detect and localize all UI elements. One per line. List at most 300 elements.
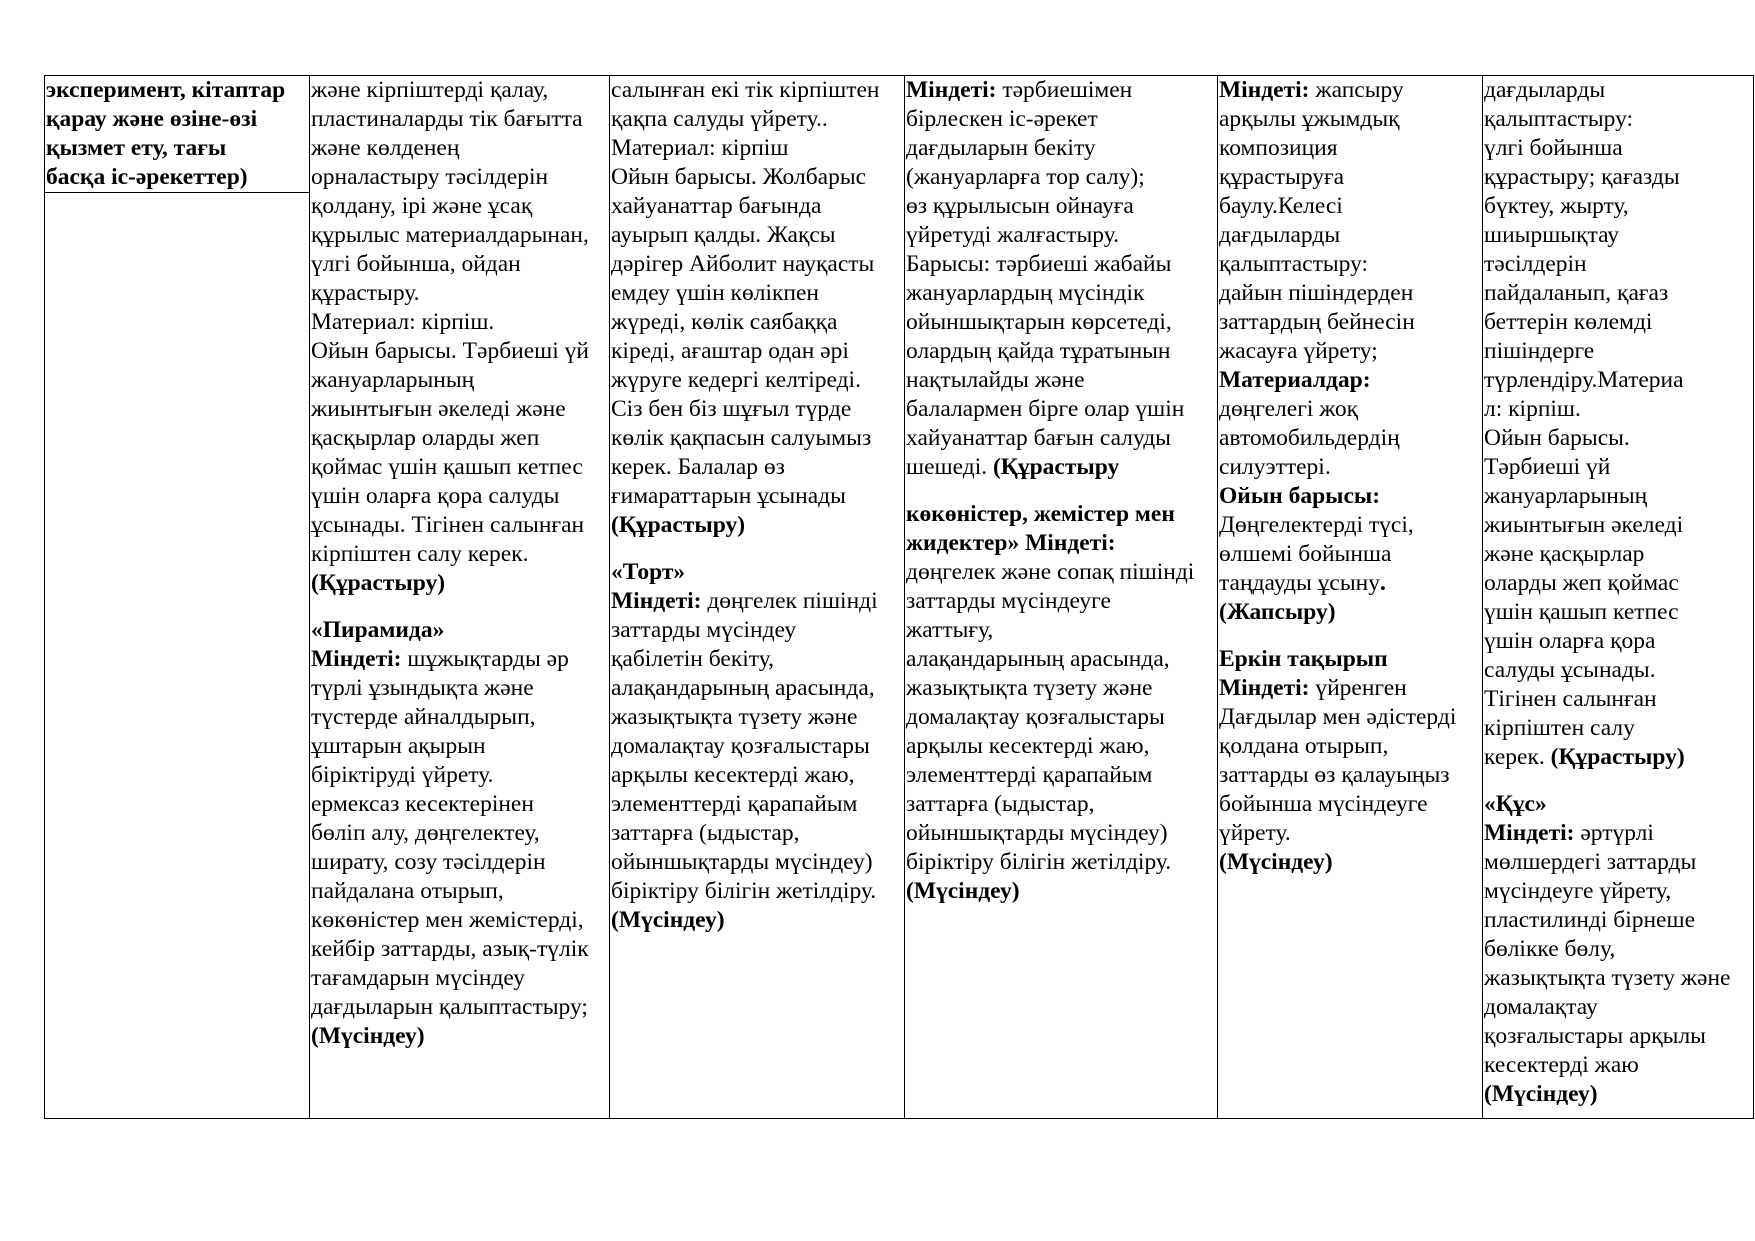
paragraph-gap — [1484, 772, 1752, 790]
text-run: Тігінен салынған — [1484, 686, 1657, 712]
table-row — [45, 76, 1754, 1119]
text-line — [611, 163, 903, 192]
text-run: заттарға (ыдыстар, — [611, 820, 800, 846]
text-line — [611, 250, 903, 279]
text-line — [611, 703, 903, 732]
text-line — [1219, 511, 1481, 540]
text-line — [906, 848, 1216, 877]
text-line — [906, 279, 1216, 308]
text-line — [906, 877, 1216, 906]
text-run: көлік қақпасын салуымыз — [611, 425, 872, 451]
text-line — [611, 645, 903, 674]
text-line — [311, 819, 608, 848]
text-run: домалақтау — [1484, 994, 1598, 1020]
text-run: ойыншықтарды мүсіндеу) — [611, 849, 873, 875]
text-line — [1484, 105, 1752, 134]
text-line — [311, 163, 608, 192]
text-run: құрылыс материалдарынан, — [311, 222, 589, 248]
text-run: заттарды өз қалауыңыз — [1219, 762, 1450, 788]
text-line — [906, 337, 1216, 366]
text-run: арқылы кесектерді жаю, — [906, 733, 1150, 759]
text-run: Тәрбиеші үй — [1484, 454, 1611, 480]
text-line — [1219, 395, 1481, 424]
text-line — [311, 964, 608, 993]
bold-text: (Мүсіндеу) — [1484, 1081, 1598, 1107]
text-line — [1484, 627, 1752, 656]
text-run: дағдыларын қалыптастыру; — [311, 994, 588, 1020]
text-run: элементтерді қарапайым — [906, 762, 1153, 788]
bold-text: Міндеті: — [1219, 77, 1310, 103]
text-run: шұжықтарды әр — [401, 646, 569, 672]
text-run: түстерде айналдырып, — [311, 704, 536, 730]
text-run: жануарларының — [1484, 483, 1648, 509]
text-line — [1484, 848, 1752, 877]
text-line — [1219, 453, 1481, 482]
text-run: Материал: кірпіш — [611, 135, 789, 161]
text-run: және қасқырлар — [1484, 541, 1645, 567]
text-line — [611, 790, 903, 819]
text-run: олардың қайда тұратынын — [906, 338, 1171, 364]
text-run: керек. — [1484, 744, 1551, 770]
text-run: автомобильдердің — [1219, 425, 1400, 451]
text-line — [611, 424, 903, 453]
text-run: заттарды мүсіндеуге — [906, 588, 1111, 614]
text-run: кірпіштен салу — [1484, 715, 1635, 741]
text-line — [311, 308, 608, 337]
text-run: қалыптастыру: — [1219, 251, 1369, 277]
text-line — [311, 279, 608, 308]
text-run: өз құрылысын ойнауға — [906, 193, 1134, 219]
text-run: құрастыру; қағазды — [1484, 164, 1680, 190]
text-run: тәрбиешімен — [996, 77, 1133, 103]
text-run: хайуанаттар бағында — [611, 193, 822, 219]
text-line — [1219, 134, 1481, 163]
text-line — [1484, 511, 1752, 540]
table-cell-day-5 — [1483, 76, 1754, 1119]
text-line — [611, 819, 903, 848]
activity-type-heading — [45, 76, 309, 193]
text-run: ойыншықтарды мүсіндеу) — [906, 820, 1168, 846]
text-run: жүруге кедергі келтіреді. — [611, 367, 861, 393]
text-run: заттарды мүсіндеу — [611, 617, 797, 643]
heading-line: басқа іс-әрекеттер) — [46, 164, 248, 190]
text-run: үлгі бойынша — [1484, 135, 1623, 161]
text-line — [1219, 703, 1481, 732]
text-line — [1484, 221, 1752, 250]
text-line — [906, 221, 1216, 250]
text-line — [1219, 761, 1481, 790]
bold-text: Міндеті: — [311, 646, 402, 672]
text-line — [906, 134, 1216, 163]
text-line — [1484, 337, 1752, 366]
text-line — [1484, 540, 1752, 569]
text-run: жаттығу, — [906, 617, 994, 643]
bold-text: . — [1379, 570, 1386, 596]
text-line — [1484, 877, 1752, 906]
text-run: шешеді. — [906, 454, 993, 480]
text-run: арқылы кесектерді жаю, — [611, 762, 855, 788]
text-run: кесектерді жаю — [1484, 1052, 1639, 1078]
text-run: ойыншықтарын көрсетеді, — [906, 309, 1172, 335]
bold-text: көкөністер, жемістер мен — [906, 501, 1175, 527]
text-line — [311, 732, 608, 761]
text-line — [611, 337, 903, 366]
text-line — [611, 906, 903, 935]
text-run: бөліп алу, дөңгелектеу, — [311, 820, 540, 846]
text-run: ермексаз кесектерінен — [311, 791, 534, 817]
bold-text: жидектер» Міндеті: — [906, 530, 1116, 556]
bold-text: Еркін тақырып — [1219, 646, 1388, 672]
text-run: жапсыру — [1309, 77, 1404, 103]
text-run: пішіндерге — [1484, 338, 1595, 364]
text-run: құрастыру. — [311, 280, 420, 306]
text-run: кірпіштен салу керек. — [311, 541, 529, 567]
text-line — [1484, 453, 1752, 482]
text-run: жүреді, көлік саябаққа — [611, 309, 838, 335]
text-run: жануарларының — [311, 367, 475, 393]
text-run: қабілетін бекіту, — [611, 646, 774, 672]
text-run: біріктіру білігін жетілдіру. — [611, 878, 877, 904]
text-line — [311, 790, 608, 819]
text-run: (жануарларға тор салу); — [906, 164, 1145, 190]
paragraph-gap — [1219, 627, 1481, 645]
text-line — [1484, 819, 1752, 848]
text-line — [311, 569, 608, 598]
text-run: Дағдылар мен әдістерді — [1219, 704, 1457, 730]
text-run: беттерін көлемді — [1484, 309, 1653, 335]
text-run: арқылы ұжымдық — [1219, 106, 1400, 132]
text-line — [611, 761, 903, 790]
text-run: жиынтығын әкеледі және — [311, 396, 566, 422]
table-cell-day-2 — [610, 76, 905, 1119]
text-line — [311, 453, 608, 482]
text-line — [1219, 424, 1481, 453]
text-run: жазықтықта түзету және — [906, 675, 1153, 701]
text-run: ширату, созу тәсілдерін — [311, 849, 546, 875]
text-run: үлгі бойынша, ойдан — [311, 251, 521, 277]
text-line — [311, 134, 608, 163]
text-line — [1484, 743, 1752, 772]
text-run: баулу.Келесі — [1219, 193, 1343, 219]
text-run: пайдалана отырып, — [311, 878, 504, 904]
text-line — [906, 424, 1216, 453]
text-line — [311, 424, 608, 453]
text-line — [311, 993, 608, 1022]
text-run: элементтерді қарапайым — [611, 791, 858, 817]
text-run: салынған екі тік кірпіштен — [611, 77, 880, 103]
text-run: Дөңгелектерді түсі, — [1219, 512, 1414, 538]
text-line — [1219, 279, 1481, 308]
text-run: түрлендіру.Материа — [1484, 367, 1684, 393]
text-run: балалармен бірге олар үшін — [906, 396, 1185, 422]
text-run: қозғалыстары арқылы — [1484, 1023, 1706, 1049]
text-line — [1219, 569, 1481, 598]
text-run: Материал: кірпіш. — [311, 309, 495, 335]
text-run: жасауға үйрету; — [1219, 338, 1378, 364]
paragraph-gap — [906, 482, 1216, 500]
text-run: оларды жеп қоймас — [1484, 570, 1679, 596]
text-run: таңдауды ұсыну — [1219, 570, 1380, 596]
text-line — [611, 366, 903, 395]
table-cell-day-4 — [1218, 76, 1483, 1119]
text-run: дағдыларды — [1219, 222, 1341, 248]
text-line — [611, 616, 903, 645]
text-line — [311, 540, 608, 569]
text-run: мөлшердегі заттарды — [1484, 849, 1697, 875]
text-run: пайдаланып, қағаз — [1484, 280, 1669, 306]
text-run: жануарлардың мүсіндік — [906, 280, 1145, 306]
text-line — [1219, 105, 1481, 134]
text-run: кейбір заттарды, азық-түлік — [311, 936, 589, 962]
bold-text: Міндеті: — [1484, 820, 1575, 846]
text-line — [1219, 163, 1481, 192]
text-line — [311, 1022, 608, 1051]
text-run: Ойын барысы. Тәрбиеші үй — [311, 338, 590, 364]
text-run: қасқырлар оларды жеп — [311, 425, 540, 451]
bold-text: (Жапсыру) — [1219, 599, 1336, 625]
text-line — [1484, 714, 1752, 743]
text-line — [906, 105, 1216, 134]
text-line — [906, 76, 1216, 105]
text-run: бөлікке бөлу, — [1484, 936, 1616, 962]
text-run: салуды ұсынады. — [1484, 657, 1656, 683]
text-line — [1219, 337, 1481, 366]
text-run: Ойын барысы. Жолбарыс — [611, 164, 867, 190]
text-run: және көлденең — [311, 135, 460, 161]
text-run: дөңгелек және сопақ пішінді — [906, 559, 1195, 585]
text-run: үйретуді жалғастыру. — [906, 222, 1119, 248]
text-line — [1484, 656, 1752, 685]
text-line — [1484, 424, 1752, 453]
text-run: біріктіру білігін жетілдіру. — [906, 849, 1172, 875]
text-line — [1484, 163, 1752, 192]
text-run: жазықтықта түзету және — [1484, 965, 1731, 991]
text-run: қолдану, ірі және ұсақ — [311, 193, 533, 219]
text-line — [311, 703, 608, 732]
text-line — [1484, 1022, 1752, 1051]
text-run: жазықтықта түзету және — [611, 704, 858, 730]
text-run: бірлескен іс-әрекет — [906, 106, 1098, 132]
text-run: тәсілдерін — [1484, 251, 1587, 277]
paragraph-gap — [311, 598, 608, 616]
text-line — [1484, 192, 1752, 221]
bold-text: (Мүсіндеу) — [311, 1023, 425, 1049]
text-line — [1219, 732, 1481, 761]
text-line — [1219, 308, 1481, 337]
text-run: өлшемі бойынша — [1219, 541, 1392, 567]
text-line — [1219, 819, 1481, 848]
text-run: бойынша мүсіндеуге — [1219, 791, 1428, 817]
text-line — [1484, 935, 1752, 964]
text-line — [1484, 395, 1752, 424]
text-run: алақандарының арасында, — [611, 675, 875, 701]
text-line — [906, 732, 1216, 761]
text-line — [1484, 964, 1752, 993]
text-run: силуэттері. — [1219, 454, 1331, 480]
bold-text: (Мүсіндеу) — [611, 907, 725, 933]
text-line — [906, 645, 1216, 674]
bold-text: (Мүсіндеу) — [906, 878, 1020, 904]
text-line — [906, 790, 1216, 819]
bold-text: (Мүсіндеу) — [1219, 849, 1333, 875]
text-run: композиция — [1219, 135, 1338, 161]
text-line — [611, 279, 903, 308]
text-line — [611, 453, 903, 482]
bold-text: Міндеті: — [1219, 675, 1310, 701]
text-run: ауырып қалды. Жақсы — [611, 222, 836, 248]
text-line — [906, 453, 1216, 482]
text-run: құрастыруға — [1219, 164, 1345, 190]
bold-text: (Құрастыру) — [1550, 744, 1685, 770]
text-line — [1484, 482, 1752, 511]
text-line — [1219, 645, 1481, 674]
text-line — [1484, 134, 1752, 163]
text-line — [611, 482, 903, 511]
text-run: Барысы: тәрбиеші жабайы — [906, 251, 1172, 277]
text-line — [311, 906, 608, 935]
text-line — [1484, 685, 1752, 714]
text-line — [1484, 366, 1752, 395]
text-line — [906, 587, 1216, 616]
text-line — [1219, 674, 1481, 703]
text-run: қоймас үшін қашып кетпес — [311, 454, 583, 480]
heading-line: қарау және өзіне-өзі — [46, 106, 258, 132]
text-run: ғимараттарын ұсынады — [611, 483, 846, 509]
text-line — [311, 616, 608, 645]
text-run: ұштарын ақырын — [311, 733, 486, 759]
text-line — [1219, 482, 1481, 511]
text-line — [906, 192, 1216, 221]
text-line — [611, 848, 903, 877]
text-line — [611, 587, 903, 616]
text-line — [1484, 1051, 1752, 1080]
text-line — [611, 395, 903, 424]
text-run: біріктіруді үйрету. — [311, 762, 494, 788]
text-line — [311, 761, 608, 790]
text-run: мүсіндеуге үйрету, — [1484, 878, 1672, 904]
text-line — [1484, 790, 1752, 819]
bold-text: «Пирамида» — [311, 617, 445, 643]
text-line — [611, 877, 903, 906]
bold-text: (Құрастыру — [992, 454, 1120, 480]
text-run: түрлі ұзындықта және — [311, 675, 534, 701]
text-line — [311, 848, 608, 877]
text-line — [906, 529, 1216, 558]
text-run: бүктеу, жырту, — [1484, 193, 1629, 219]
text-run: үшін оларға қора — [1484, 628, 1656, 654]
text-line — [311, 105, 608, 134]
text-line — [906, 703, 1216, 732]
text-run: дөңгелек пішінді — [701, 588, 878, 614]
text-line — [906, 500, 1216, 529]
text-line — [1484, 279, 1752, 308]
text-line — [1484, 598, 1752, 627]
text-line — [311, 76, 608, 105]
text-line — [906, 308, 1216, 337]
text-run: л: кірпіш. — [1484, 396, 1581, 422]
text-run: қалыптастыру: — [1484, 106, 1634, 132]
table-cell-day-1 — [310, 76, 610, 1119]
text-line — [611, 674, 903, 703]
text-line — [311, 877, 608, 906]
text-run: домалақтау қозғалыстары — [906, 704, 1165, 730]
text-run: заттарға (ыдыстар, — [906, 791, 1095, 817]
text-line — [906, 250, 1216, 279]
text-run: Ойын барысы. — [1484, 425, 1630, 451]
text-line — [1219, 250, 1481, 279]
text-line — [611, 76, 903, 105]
text-run: алақандарының арасында, — [906, 646, 1170, 672]
text-line — [311, 935, 608, 964]
text-line — [1484, 308, 1752, 337]
text-line — [311, 337, 608, 366]
text-line — [1219, 76, 1481, 105]
text-line — [611, 511, 903, 540]
text-run: хайуанаттар бағын салуды — [906, 425, 1171, 451]
text-run: әртүрлі — [1574, 820, 1654, 846]
text-run: кіреді, ағаштар одан әрі — [611, 338, 849, 364]
text-line — [906, 616, 1216, 645]
text-run: үйренген — [1309, 675, 1407, 701]
heading-line: эксперимент, кітаптар — [46, 77, 286, 103]
text-run: нақтылайды және — [906, 367, 1085, 393]
text-line — [611, 308, 903, 337]
text-run: ұсынады. Тігінен салынған — [311, 512, 585, 538]
text-run: домалақтау қозғалыстары — [611, 733, 870, 759]
text-run: тағамдарын мүсіндеу — [311, 965, 526, 991]
text-line — [1219, 221, 1481, 250]
text-line — [611, 134, 903, 163]
text-run: дөңгелегі жоқ — [1219, 396, 1359, 422]
text-run: дайын пішіндерден — [1219, 280, 1414, 306]
text-line — [1484, 993, 1752, 1022]
text-run: орналастыру тәсілдерін — [311, 164, 549, 190]
text-line — [906, 819, 1216, 848]
bold-text: Міндеті: — [611, 588, 702, 614]
text-run: және кірпіштерді қалау, — [311, 77, 549, 103]
bold-text: Материалдар: — [1219, 367, 1371, 393]
text-line — [906, 761, 1216, 790]
text-line — [1484, 906, 1752, 935]
text-run: көкөністер мен жемістерді, — [311, 907, 584, 933]
text-line — [311, 192, 608, 221]
text-line — [1484, 1080, 1752, 1109]
text-line — [906, 558, 1216, 587]
text-line — [311, 250, 608, 279]
text-run: Сіз бен біз шұғыл түрде — [611, 396, 852, 422]
text-line — [1484, 76, 1752, 105]
text-line — [1219, 540, 1481, 569]
text-line — [1219, 366, 1481, 395]
bold-text: (Құрастыру) — [311, 570, 446, 596]
text-line — [906, 366, 1216, 395]
text-run: дағдыларын бекіту — [906, 135, 1096, 161]
text-line — [1484, 569, 1752, 598]
text-line — [611, 192, 903, 221]
text-run: пластиналарды тік бағытта — [311, 106, 583, 132]
text-line — [1219, 598, 1481, 627]
text-run: үшін оларға қора салуды — [311, 483, 560, 509]
text-line — [906, 674, 1216, 703]
text-line — [311, 221, 608, 250]
bold-text: «Құс» — [1484, 791, 1547, 817]
text-run: дағдыларды — [1484, 77, 1606, 103]
text-line — [1219, 192, 1481, 221]
heading-line: қызмет ету, тағы — [46, 135, 227, 161]
text-run: жиынтығын әкеледі — [1484, 512, 1684, 538]
text-run: пластилинді бірнеше — [1484, 907, 1696, 933]
text-run: керек. Балалар өз — [611, 454, 785, 480]
